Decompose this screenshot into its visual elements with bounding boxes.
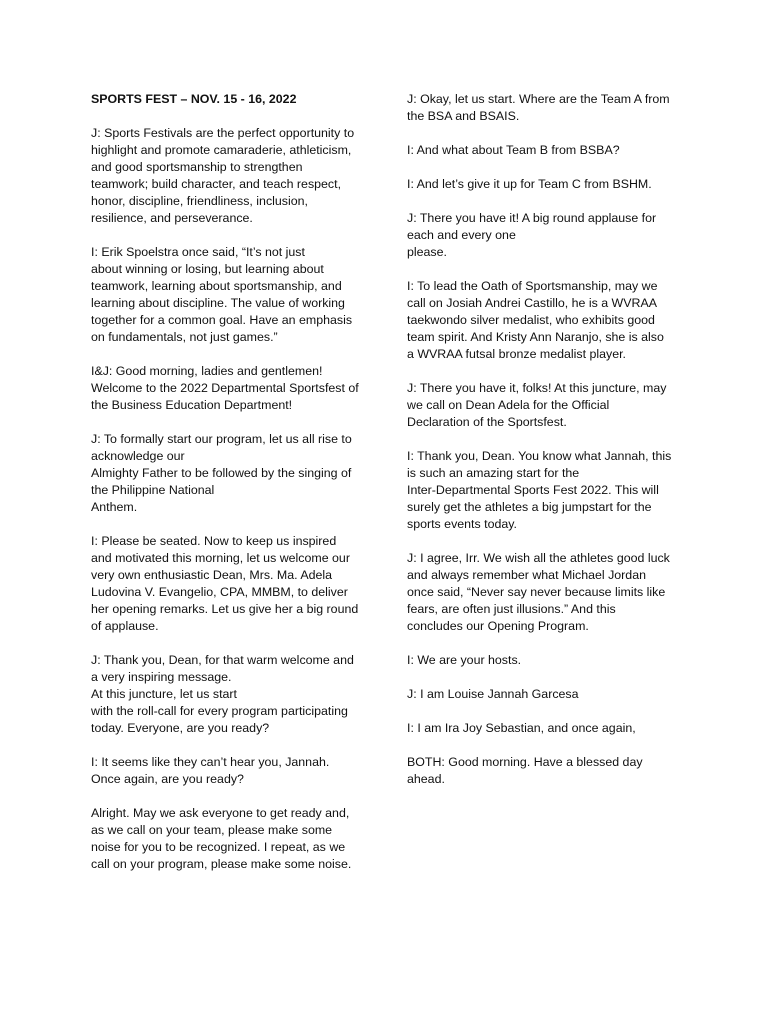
script-paragraph: J: I am Louise Jannah Garcesa [407,687,579,701]
script-paragraph: I: And let’s give it up for Team C from BSHM. [407,177,652,191]
script-paragraph: J: Thank you, Dean, for that warm welcome and a very inspiring message. At this juncture, let us start with the roll-call for every program participating today. Everyone, are you ready? [91,653,354,735]
script-paragraph: J: I agree, Irr. We wish all the athletes good luck and always remember what Michael Jordan once said, “Never say never because limits like fears, are often just illusions.” And this concludes our Opening Program. [407,551,670,633]
script-paragraph: I: Please be seated. Now to keep us inspired and motivated this morning, let us welcome our very own enthusiastic Dean, Mrs. Ma. Adela Ludovina V. Evangelio, CPA, MMBM, to deliver her opening remarks. Let us give her a big round of applause. [91,534,359,633]
script-paragraph: I&J: Good morning, ladies and gentlemen! Welcome to the 2022 Departmental Sportsfest of the Business Education Department! [91,364,359,412]
script-paragraph: BOTH: Good morning. Have a blessed day ahead. [407,755,643,786]
script-paragraph: I: We are your hosts. [407,653,522,667]
script-paragraph: I: Erik Spoelstra once said, “It’s not just about winning or losing, but learning about teamwork, learning about sportsmanship, and learning about discipline. The value of working together for a common goal. Have an emphasis on fundamentals, not just games.” [91,245,353,344]
script-paragraph: I: Thank you, Dean. You know what Jannah, this is such an amazing start for the Inter-Departmental Sports Fest 2022. This will surely get the athletes a big jumpstart for the sports events today. [407,449,672,531]
script-paragraph: I: It seems like they can’t hear you, Jannah. Once again, are you ready? [91,755,330,786]
left-column [91,91,373,890]
script-paragraph: J: Sports Festivals are the perfect opportunity to highlight and promote camaraderie, athleticism, and good sportsmanship to strengthen teamwork; build character, and teach respect, honor, discipline, friendliness, inclusion, resilience, and perseverance. [91,126,355,225]
script-paragraph: J: Okay, let us start. Where are the Team A from the BSA and BSAIS. [407,92,670,123]
script-paragraph: I: And what about Team B from BSBA? [407,143,620,157]
script-paragraph: J: There you have it! A big round applause for each and every one please. [407,211,657,259]
script-paragraph: J: There you have it, folks! At this juncture, may we call on Dean Adela for the Official Declaration of the Sportsfest. [407,381,667,429]
script-paragraph: I: To lead the Oath of Sportsmanship, may we call on Josiah Andrei Castillo, he is a WVRAA taekwondo silver medalist, who exhibits good team spirit. And Kristy Ann Naranjo, she is also a WVRAA futsal bronze medalist player. [407,279,664,361]
script-paragraph: J: To formally start our program, let us all rise to acknowledge our Almighty Father to be followed by the singing of the Philippine National Anthem. [91,432,352,514]
right-column [407,91,689,805]
document-title: SPORTS FEST – NOV. 15 - 16, 2022 [91,92,297,106]
script-paragraph: I: I am Ira Joy Sebastian, and once again, [407,721,636,735]
script-paragraph: Alright. May we ask everyone to get ready and, as we call on your team, please make some noise for you to be recognized. I repeat, as we call on your program, please make some noise. [91,806,352,871]
